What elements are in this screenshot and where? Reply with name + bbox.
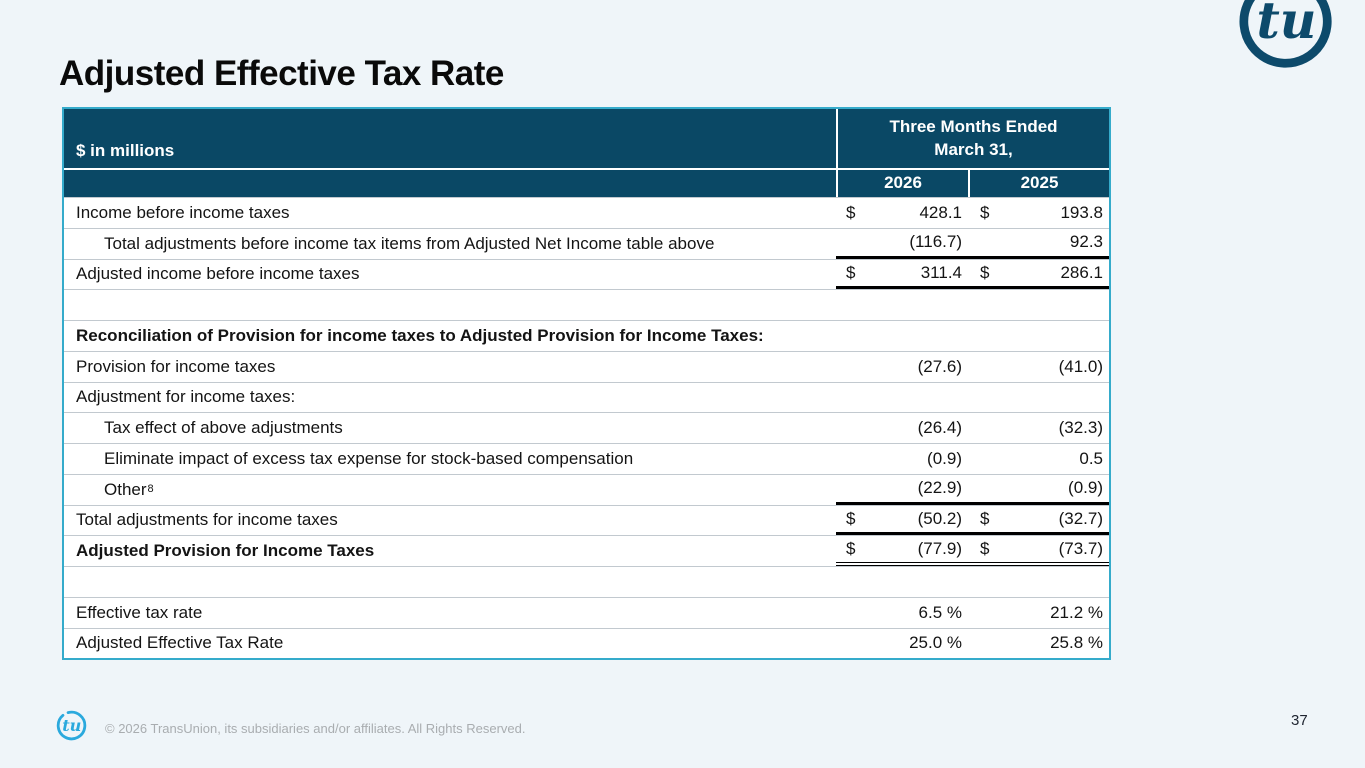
value-text: 25.0 %	[909, 633, 962, 653]
value-2026	[836, 352, 968, 382]
value-text: (32.3)	[1058, 418, 1103, 438]
value-text: 428.1	[919, 202, 962, 222]
row-values	[836, 198, 1109, 228]
value-text: (0.9)	[1068, 478, 1103, 498]
currency-symbol: $	[846, 262, 856, 282]
table-body	[64, 197, 1109, 658]
row-label: Total adjustments before income tax items from Adjusted Net Income table above	[104, 233, 715, 253]
value-text: 25.8 %	[1050, 633, 1103, 653]
units-label: $ in millions	[64, 109, 836, 170]
currency-symbol: $	[980, 202, 990, 222]
row-values	[836, 506, 1109, 536]
currency-symbol: $	[980, 262, 990, 282]
header-spacer	[64, 170, 836, 197]
value-2025	[968, 198, 1109, 228]
value-2025	[968, 629, 1109, 659]
table-row	[64, 597, 1109, 628]
value-2025	[968, 383, 1109, 413]
page-number: 37	[1291, 712, 1308, 729]
value-text: 0.5	[1079, 448, 1103, 468]
value-2025	[968, 444, 1109, 474]
table-row-blank	[64, 566, 1109, 597]
column-header-2025: 2025	[968, 170, 1109, 197]
value-2025	[968, 506, 1109, 533]
value-text: (116.7)	[909, 232, 962, 252]
table-row	[64, 382, 1109, 413]
table-row	[64, 535, 1109, 566]
row-values	[836, 383, 1109, 413]
value-text: 6.5 %	[918, 602, 962, 622]
row-values	[836, 229, 1109, 259]
table-row	[64, 474, 1109, 505]
value-2026	[836, 198, 968, 228]
value-2025	[968, 413, 1109, 443]
currency-symbol: $	[846, 202, 856, 222]
value-2026	[836, 506, 968, 533]
value-text: (27.6)	[917, 356, 962, 376]
copyright-text: © 2026 TransUnion, its subsidiaries and/or affiliates. All Rights Reserved.	[105, 721, 526, 736]
value-2026	[836, 567, 968, 597]
row-values	[836, 567, 1109, 597]
value-2026	[836, 598, 968, 628]
currency-symbol: $	[846, 508, 856, 528]
currency-symbol: $	[846, 539, 856, 559]
value-text: (41.0)	[1058, 356, 1103, 376]
row-label: Adjusted income before income taxes	[76, 264, 360, 284]
value-2026	[836, 321, 968, 351]
transunion-logo-icon	[1237, 0, 1334, 70]
row-values	[836, 260, 1109, 290]
row-label: Reconciliation of Provision for income taxes to Adjusted Provision for Income Taxes:	[76, 325, 764, 345]
row-values	[836, 536, 1109, 566]
value-2026	[836, 536, 968, 562]
value-text: 311.4	[920, 262, 962, 282]
period-header-line1: Three Months Ended	[889, 116, 1058, 136]
value-text: 193.8	[1060, 202, 1103, 222]
value-2025	[968, 260, 1109, 287]
currency-symbol: $	[980, 539, 990, 559]
row-label	[64, 290, 836, 320]
row-label: Provision for income taxes	[76, 356, 276, 376]
row-label: Adjustment for income taxes:	[76, 387, 296, 407]
page-title: Adjusted Effective Tax Rate	[59, 54, 504, 93]
value-2025	[968, 598, 1109, 628]
table-row	[64, 505, 1109, 536]
row-values	[836, 475, 1109, 505]
value-2025	[968, 321, 1109, 351]
value-text: (0.9)	[927, 448, 962, 468]
table-row	[64, 228, 1109, 259]
row-label: Other $^8$	[104, 479, 154, 499]
value-2025	[968, 229, 1109, 256]
table-row	[64, 443, 1109, 474]
table-row	[64, 412, 1109, 443]
value-text: (77.9)	[917, 539, 962, 559]
row-label: Eliminate impact of excess tax expense for stock-based compensation	[104, 448, 634, 468]
row-label: Tax effect of above adjustments	[104, 418, 343, 438]
value-2026	[836, 260, 968, 287]
table-row	[64, 628, 1109, 659]
row-label: Income before income taxes	[76, 202, 290, 222]
value-2025	[968, 290, 1109, 320]
value-text: (26.4)	[917, 418, 962, 438]
table-header-row-2	[64, 170, 1109, 197]
value-text: 286.1	[1060, 262, 1103, 282]
value-text: 21.2 %	[1050, 602, 1103, 622]
currency-symbol: $	[980, 508, 990, 528]
value-2026	[836, 629, 968, 659]
table-row	[64, 351, 1109, 382]
row-values	[836, 413, 1109, 443]
table-header-row-1	[64, 109, 1109, 170]
row-values	[836, 352, 1109, 382]
period-header	[836, 109, 1109, 170]
table-row-blank	[64, 289, 1109, 320]
table-header	[64, 109, 1109, 197]
value-2025	[968, 352, 1109, 382]
row-values	[836, 444, 1109, 474]
row-values	[836, 321, 1109, 351]
row-label: Effective tax rate	[76, 602, 203, 622]
row-values	[836, 290, 1109, 320]
value-2026	[836, 290, 968, 320]
value-2026	[836, 229, 968, 256]
table-row	[64, 320, 1109, 351]
period-header-line2: March 31,	[934, 139, 1013, 159]
table-row	[64, 197, 1109, 228]
value-text: (73.7)	[1058, 539, 1103, 559]
value-2026	[836, 383, 968, 413]
row-label: Total adjustments for income taxes	[76, 510, 338, 530]
table-row	[64, 259, 1109, 290]
svg-text:tu: tu	[62, 715, 82, 735]
svg-text:tu: tu	[1256, 0, 1317, 50]
row-label: Adjusted Effective Tax Rate	[76, 633, 284, 653]
row-values	[836, 598, 1109, 628]
row-label: Adjusted Provision for Income Taxes	[76, 541, 375, 561]
value-2026	[836, 475, 968, 502]
value-text: (22.9)	[917, 478, 962, 498]
value-2025	[968, 536, 1109, 562]
value-2026	[836, 413, 968, 443]
value-text: (50.2)	[917, 508, 962, 528]
row-values	[836, 629, 1109, 659]
column-header-2026: 2026	[836, 170, 968, 197]
value-2025	[968, 475, 1109, 502]
value-2026	[836, 444, 968, 474]
value-2025	[968, 567, 1109, 597]
value-text: 92.3	[1069, 232, 1103, 252]
row-label	[64, 567, 836, 597]
transunion-footer-logo-icon	[56, 710, 87, 741]
value-text: (32.7)	[1058, 508, 1103, 528]
tax-rate-table	[62, 107, 1111, 660]
